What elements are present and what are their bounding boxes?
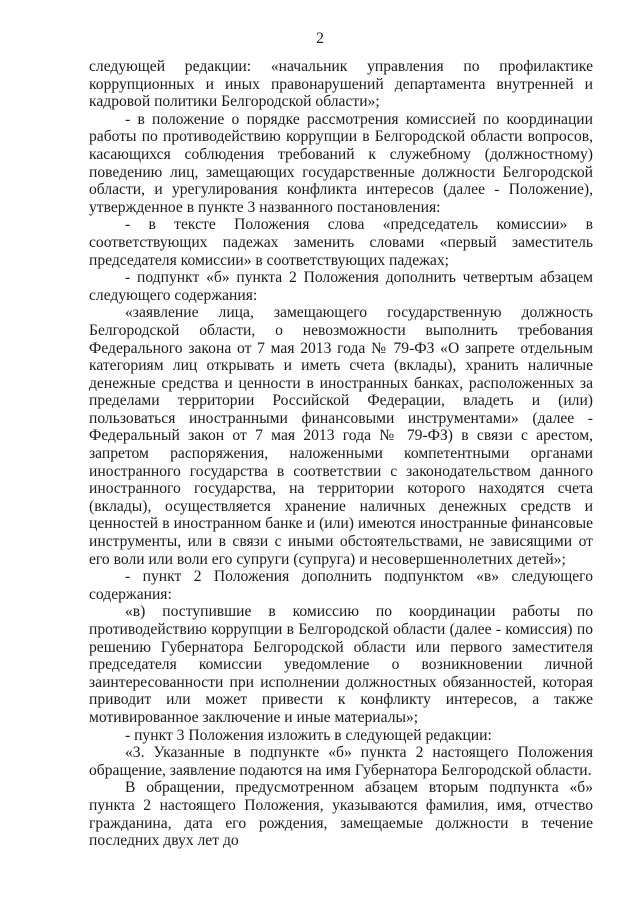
paragraph-4: - подпункт «б» пункта 2 Положения дополнить четвертым абзацем следующего содержания: [89, 269, 593, 304]
paragraph-9: «3. Указанные в подпункте «б» пункта 2 настоящего Положения обращение, заявление подаются на имя Губернатора Белгородской области. [89, 744, 593, 779]
paragraph-2: - в положение о порядке рассмотрения комиссией по координации работы по противодействию коррупции в Белгородской области вопросов, касающихся соблюдения требований к служебному (должностному) поведению лиц, замещающих государственные должности Белгородской области, и урегулирования конфликта интересов (далее - Положение), утвержденное в пункте 3 названного постановления: [89, 110, 593, 216]
paragraph-10: В обращении, предусмотренном абзацем вторым подпункта «б» пункта 2 настоящего Положения, указываются фамилия, имя, отчество гражданина, дата его рождения, замещаемые должности в течение последних двух лет до [89, 779, 593, 850]
document-body [89, 58, 593, 850]
page-number: 2 [316, 30, 324, 47]
paragraph-3: - в тексте Положения слова «председатель комиссии» в соответствующих падежах заменить словами «первый заместитель председателя комиссии» в соответствующих падежах; [89, 216, 593, 269]
paragraph-1: следующей редакции: «начальник управления по профилактике коррупционных и иных правонарушений департамента внутренней и кадровой политики Белгородской области»; [89, 58, 593, 111]
paragraph-6: - пункт 2 Положения дополнить подпунктом «в» следующего содержания: [89, 568, 593, 603]
paragraph-8: - пункт 3 Положения изложить в следующей редакции: [125, 726, 492, 744]
paragraph-7: «в) поступившие в комиссию по координации работы по противодействию коррупции в Белгородской области (далее - комиссия) по решению Губернатора Белгородской области или первого заместителя председателя комиссии уведомление о возникновении личной заинтересованности при исполнении должностных обязанностей, которая приводит или может привести к конфликту интересов, а также мотивированное заключение и иные материалы»; [89, 603, 593, 726]
paragraph-5: «заявление лица, замещающего государственную должность Белгородской области, о невозможности выполнить требования Федерального закона от 7 мая 2013 года № 79-ФЗ «О запрете отдельным категориям лиц открывать и иметь счета (вклады), хранить наличные денежные средства и ценности в иностранных банках, расположенных за пределами территории Российской Федерации, владеть и (или) пользоваться иностранными финансовыми инструментами» (далее - Федеральный закон от 7 мая 2013 года № 79-ФЗ) в связи с арестом, запретом распоряжения, наложенными компетентными органами иностранного государства в соответствии с законодательством данного иностранного государства, на территории которого находятся счета (вклады), осуществляется хранение наличных денежных средств и ценностей в иностранном банке и (или) имеются иностранные финансовые инструменты, или в связи с иными обстоятельствами, не зависящими от его воли или воли его супруги (супруга) и несовершеннолетних детей»; [89, 304, 593, 568]
